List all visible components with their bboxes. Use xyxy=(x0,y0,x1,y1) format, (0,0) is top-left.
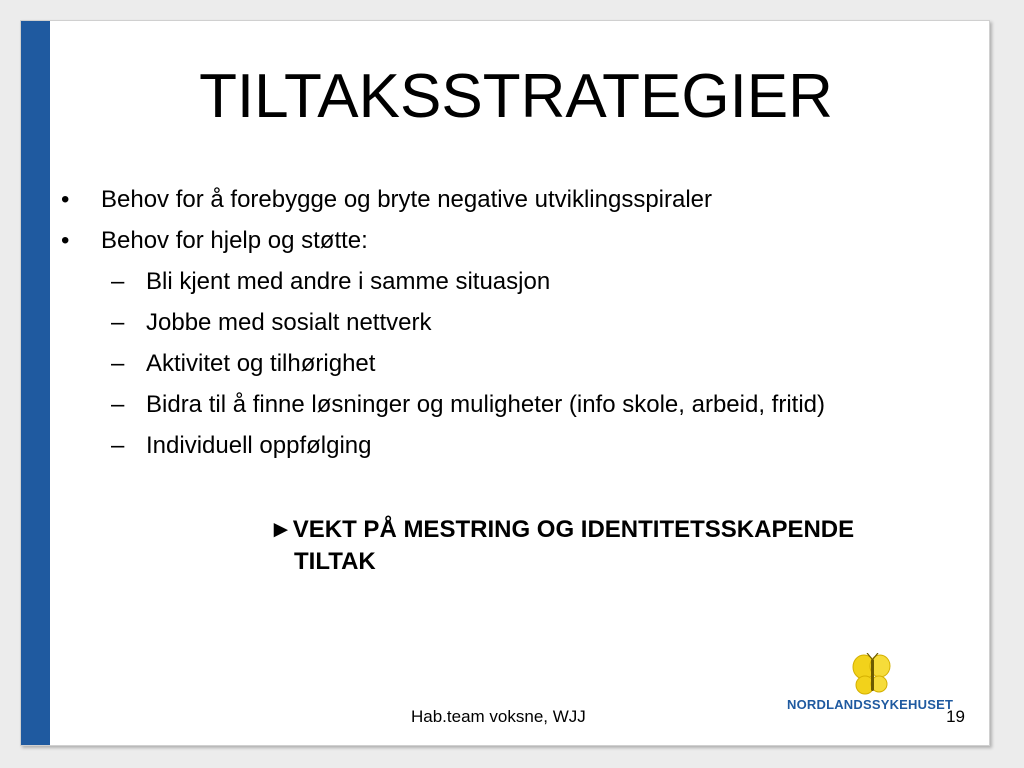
bullet-text: Behov for å forebygge og bryte negative utviklingsspiraler xyxy=(101,186,713,213)
sub-bullet-text: Jobbe med sosialt nettverk xyxy=(146,309,432,336)
sub-bullet-marker: – xyxy=(111,350,125,377)
sub-bullet-marker: – xyxy=(111,309,125,336)
sub-bullet-text: Bidra til å finne løsninger og muligheter (info skole, arbeid, fritid) xyxy=(146,391,825,418)
logo-text: NORDLANDSSYKEHUSET xyxy=(787,697,954,712)
emphasis-line-1: ►VEKT PÅ MESTRING OG IDENTITETSSKAPENDE xyxy=(269,516,855,543)
bullet-item xyxy=(61,227,981,268)
slide-title: TILTAKSSTRATEGIER xyxy=(199,62,833,131)
sub-bullet-item xyxy=(61,350,981,391)
sub-bullet-text: Individuell oppfølging xyxy=(146,432,372,459)
bullet-text: Behov for hjelp og støtte: xyxy=(101,227,368,254)
hospital-logo xyxy=(787,653,957,715)
sub-bullet-marker: – xyxy=(111,268,125,295)
slide xyxy=(20,20,990,746)
bullet-item xyxy=(61,186,981,227)
sub-bullet-item xyxy=(61,432,981,473)
left-accent-bar xyxy=(21,21,50,745)
sub-bullet-item xyxy=(61,309,981,350)
sub-bullet-marker: – xyxy=(111,432,125,459)
sub-bullet-text: Aktivitet og tilhørighet xyxy=(146,350,376,377)
sub-bullet-item xyxy=(61,268,981,309)
bullet-marker: • xyxy=(61,186,70,213)
sub-bullet-item xyxy=(61,391,981,432)
emphasis-line-2: TILTAK xyxy=(294,548,376,575)
sub-bullet-text: Bli kjent med andre i samme situasjon xyxy=(146,268,551,295)
butterfly-icon xyxy=(847,653,897,697)
bullet-marker: • xyxy=(61,227,70,254)
bullet-list xyxy=(61,186,981,473)
sub-bullet-marker: – xyxy=(111,391,125,418)
emphasis-statement xyxy=(269,514,969,578)
page-number: 19 xyxy=(946,707,965,726)
footer-text: Hab.team voksne, WJJ xyxy=(411,707,586,726)
